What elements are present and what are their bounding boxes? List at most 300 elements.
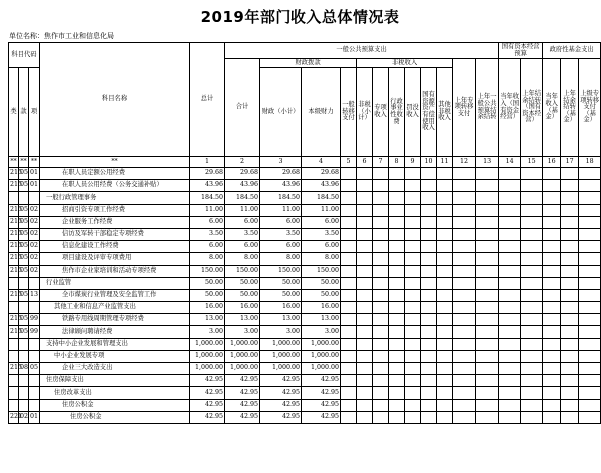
cell-empty xyxy=(341,192,357,204)
cell-empty xyxy=(341,411,357,423)
header-special-income: 专项收入 xyxy=(373,68,389,157)
cell-empty xyxy=(357,411,373,423)
cell-empty xyxy=(373,265,389,277)
cell-empty xyxy=(499,228,521,240)
header-cur-fund: 当年收入（基金） xyxy=(543,59,561,157)
cell-empty xyxy=(437,363,453,375)
cell-own-fin: 6.00 xyxy=(302,216,341,228)
col-num: 1 xyxy=(190,157,225,168)
cell-empty xyxy=(389,253,405,265)
cell-empty xyxy=(561,399,579,411)
cell-empty xyxy=(499,289,521,301)
cell-empty xyxy=(437,168,453,180)
cell-own-fin: 150.00 xyxy=(302,265,341,277)
cell-empty xyxy=(579,375,601,387)
cell-subtotal: 1,000.00 xyxy=(225,338,260,350)
table-row xyxy=(9,192,601,204)
cell-empty xyxy=(543,277,561,289)
cell-empty xyxy=(453,350,476,362)
cell-own-fin: 50.00 xyxy=(302,289,341,301)
cell-empty xyxy=(341,399,357,411)
cell-empty xyxy=(579,253,601,265)
cell-empty xyxy=(561,411,579,423)
cell-empty xyxy=(341,314,357,326)
cell-kuan xyxy=(19,338,29,350)
cell-empty xyxy=(579,228,601,240)
cell-fiscal-sub: 1,000.00 xyxy=(260,338,302,350)
col-num: 5 xyxy=(341,157,357,168)
col-num: 14 xyxy=(499,157,521,168)
cell-empty xyxy=(453,216,476,228)
cell-subject-name: 企业三大改造支出 xyxy=(40,363,190,375)
cell-empty xyxy=(437,265,453,277)
cell-own-fin: 1,000.00 xyxy=(302,350,341,362)
cell-empty xyxy=(476,228,499,240)
cell-empty xyxy=(405,241,421,253)
cell-empty xyxy=(405,253,421,265)
cell-empty xyxy=(543,350,561,362)
cell-subtotal: 13.00 xyxy=(225,314,260,326)
cell-empty xyxy=(499,265,521,277)
cell-subject-name: 一般行政管理事务 xyxy=(40,192,190,204)
cell-subtotal: 6.00 xyxy=(225,216,260,228)
cell-empty xyxy=(373,168,389,180)
cell-empty xyxy=(543,192,561,204)
cell-empty xyxy=(499,253,521,265)
cell-lei xyxy=(9,350,19,362)
cell-total: 42.95 xyxy=(190,411,225,423)
cell-kuan: 05 xyxy=(19,216,29,228)
cell-kuan xyxy=(19,350,29,362)
cell-empty xyxy=(389,314,405,326)
cell-empty xyxy=(389,350,405,362)
cell-empty xyxy=(341,241,357,253)
cell-kuan: 05 xyxy=(19,228,29,240)
cell-empty xyxy=(543,326,561,338)
header-prev-general-balance: 上年一般公共预算结余结转 xyxy=(476,59,499,157)
cell-empty xyxy=(476,411,499,423)
cell-subtotal: 6.00 xyxy=(225,241,260,253)
cell-empty xyxy=(389,277,405,289)
cell-subject-name: 全市煤炭行业管理及安全监管工作 xyxy=(40,289,190,301)
cell-empty xyxy=(499,375,521,387)
cell-empty xyxy=(341,375,357,387)
cell-empty xyxy=(437,192,453,204)
cell-subject-name: 焦作市企业家培训和活动专项经费 xyxy=(40,265,190,277)
cell-empty xyxy=(543,168,561,180)
cell-empty xyxy=(341,289,357,301)
cell-lei xyxy=(9,277,19,289)
cell-empty xyxy=(521,350,543,362)
cell-empty xyxy=(437,302,453,314)
cell-subject-name: 招商引资专项工作经费 xyxy=(40,204,190,216)
cell-xiang: 13 xyxy=(29,289,40,301)
cell-total: 6.00 xyxy=(190,216,225,228)
cell-lei: 215 xyxy=(9,289,19,301)
col-num: 8 xyxy=(389,157,405,168)
cell-empty xyxy=(476,216,499,228)
cell-empty xyxy=(561,350,579,362)
cell-lei xyxy=(9,399,19,411)
cell-subtotal: 16.00 xyxy=(225,302,260,314)
cell-empty xyxy=(453,204,476,216)
cell-kuan: 05 xyxy=(19,314,29,326)
cell-empty xyxy=(476,363,499,375)
cell-empty xyxy=(437,277,453,289)
cell-empty xyxy=(357,241,373,253)
cell-empty xyxy=(579,399,601,411)
cell-empty xyxy=(389,375,405,387)
cell-empty xyxy=(357,192,373,204)
cell-empty xyxy=(579,302,601,314)
star-cell: ** xyxy=(19,157,29,168)
cell-empty xyxy=(421,241,437,253)
cell-xiang: 02 xyxy=(29,228,40,240)
cell-own-fin: 29.68 xyxy=(302,168,341,180)
cell-subject-name: 其他工业和信息产业监管支出 xyxy=(40,302,190,314)
cell-empty xyxy=(421,277,437,289)
cell-subtotal: 3.50 xyxy=(225,228,260,240)
cell-own-fin: 50.00 xyxy=(302,277,341,289)
cell-empty xyxy=(421,216,437,228)
cell-empty xyxy=(579,411,601,423)
cell-xiang: 01 xyxy=(29,168,40,180)
table-row xyxy=(9,399,601,411)
cell-empty xyxy=(579,289,601,301)
cell-own-fin: 1,000.00 xyxy=(302,363,341,375)
cell-empty xyxy=(453,180,476,192)
cell-empty xyxy=(341,228,357,240)
cell-empty xyxy=(521,387,543,399)
star-cell: ** xyxy=(29,157,40,168)
cell-empty xyxy=(437,399,453,411)
cell-empty xyxy=(341,350,357,362)
cell-empty xyxy=(521,216,543,228)
cell-empty xyxy=(476,168,499,180)
header-other-non-tax: 其他非税收入 xyxy=(437,68,453,157)
cell-empty xyxy=(389,411,405,423)
cell-own-fin: 13.00 xyxy=(302,314,341,326)
cell-empty xyxy=(421,228,437,240)
cell-empty xyxy=(405,302,421,314)
star-cell: ** xyxy=(40,157,190,168)
cell-empty xyxy=(405,265,421,277)
cell-xiang: 02 xyxy=(29,241,40,253)
cell-empty xyxy=(373,241,389,253)
cell-empty xyxy=(561,387,579,399)
cell-empty xyxy=(521,168,543,180)
cell-empty xyxy=(437,350,453,362)
cell-empty xyxy=(561,241,579,253)
cell-empty xyxy=(357,168,373,180)
cell-empty xyxy=(357,375,373,387)
cell-empty xyxy=(405,411,421,423)
header-prev-fund-transfer: 上级专项转移支付（基金） xyxy=(579,59,601,157)
cell-kuan: 05 xyxy=(19,180,29,192)
cell-empty xyxy=(543,216,561,228)
cell-empty xyxy=(579,180,601,192)
cell-empty xyxy=(357,277,373,289)
cell-empty xyxy=(521,411,543,423)
cell-subject-name: 信息化建设工作经费 xyxy=(40,241,190,253)
cell-subject-name: 住房保障支出 xyxy=(40,375,190,387)
cell-empty xyxy=(561,216,579,228)
cell-own-fin: 11.00 xyxy=(302,204,341,216)
cell-empty xyxy=(453,411,476,423)
cell-empty xyxy=(373,204,389,216)
cell-empty xyxy=(561,314,579,326)
page-title: 2019年部门收入总体情况表 xyxy=(200,8,400,26)
header-fiscal-allocation: 财政拨款 xyxy=(260,59,357,68)
cell-total: 1,000.00 xyxy=(190,363,225,375)
cell-fiscal-sub: 29.68 xyxy=(260,168,302,180)
cell-empty xyxy=(543,363,561,375)
cell-own-fin: 42.95 xyxy=(302,387,341,399)
cell-empty xyxy=(543,265,561,277)
col-num: 3 xyxy=(260,157,302,168)
cell-fiscal-sub: 3.00 xyxy=(260,326,302,338)
cell-empty xyxy=(405,363,421,375)
cell-total: 29.68 xyxy=(190,168,225,180)
cell-fiscal-sub: 3.50 xyxy=(260,228,302,240)
cell-empty xyxy=(373,216,389,228)
col-num: 11 xyxy=(437,157,453,168)
cell-kuan xyxy=(19,302,29,314)
col-num: 15 xyxy=(521,157,543,168)
cell-empty xyxy=(437,326,453,338)
col-num: 6 xyxy=(357,157,373,168)
cell-lei: 215 xyxy=(9,216,19,228)
cell-total: 43.96 xyxy=(190,180,225,192)
cell-empty xyxy=(421,302,437,314)
cell-empty xyxy=(561,265,579,277)
cell-xiang xyxy=(29,375,40,387)
cell-empty xyxy=(521,363,543,375)
cell-empty xyxy=(389,326,405,338)
cell-empty xyxy=(405,338,421,350)
cell-xiang: 05 xyxy=(29,363,40,375)
cell-kuan xyxy=(19,399,29,411)
cell-empty xyxy=(543,314,561,326)
cell-empty xyxy=(476,387,499,399)
cell-total: 184.50 xyxy=(190,192,225,204)
cell-empty xyxy=(421,180,437,192)
cell-empty xyxy=(521,314,543,326)
col-num: 2 xyxy=(225,157,260,168)
cell-own-fin: 16.00 xyxy=(302,302,341,314)
cell-lei xyxy=(9,302,19,314)
cell-empty xyxy=(437,228,453,240)
cell-empty xyxy=(499,302,521,314)
table-row xyxy=(9,314,601,326)
cell-empty xyxy=(561,363,579,375)
cell-lei: 215 xyxy=(9,241,19,253)
cell-empty xyxy=(561,338,579,350)
header-non-tax: 非税收入 xyxy=(357,59,453,68)
cell-lei xyxy=(9,375,19,387)
cell-empty xyxy=(499,180,521,192)
cell-xiang: 99 xyxy=(29,326,40,338)
cell-subject-name: 住房公积金 xyxy=(40,399,190,411)
cell-fiscal-sub: 8.00 xyxy=(260,253,302,265)
cell-empty xyxy=(476,180,499,192)
cell-empty xyxy=(405,350,421,362)
cell-empty xyxy=(389,265,405,277)
cell-lei: 215 xyxy=(9,204,19,216)
header-kuan: 款 xyxy=(19,68,29,157)
cell-empty xyxy=(499,204,521,216)
cell-empty xyxy=(543,387,561,399)
cell-empty xyxy=(521,277,543,289)
cell-empty xyxy=(521,192,543,204)
cell-fiscal-sub: 50.00 xyxy=(260,289,302,301)
cell-kuan: 05 xyxy=(19,265,29,277)
cell-empty xyxy=(543,180,561,192)
header-fines: 罚没收入 xyxy=(405,68,421,157)
cell-fiscal-sub: 184.50 xyxy=(260,192,302,204)
cell-fiscal-sub: 42.95 xyxy=(260,387,302,399)
cell-total: 1,000.00 xyxy=(190,350,225,362)
cell-empty xyxy=(357,204,373,216)
cell-empty xyxy=(561,302,579,314)
cell-empty xyxy=(476,375,499,387)
cell-lei: 221 xyxy=(9,411,19,423)
cell-empty xyxy=(579,241,601,253)
cell-empty xyxy=(579,265,601,277)
cell-empty xyxy=(357,180,373,192)
cell-empty xyxy=(373,289,389,301)
cell-empty xyxy=(405,375,421,387)
cell-empty xyxy=(373,350,389,362)
table-row xyxy=(9,180,601,192)
cell-empty xyxy=(476,289,499,301)
cell-empty xyxy=(453,289,476,301)
cell-total: 11.00 xyxy=(190,204,225,216)
cell-empty xyxy=(421,265,437,277)
cell-subject-name: 行业监管 xyxy=(40,277,190,289)
cell-empty xyxy=(341,387,357,399)
cell-subject-name: 企业服务工作经费 xyxy=(40,216,190,228)
cell-empty xyxy=(561,228,579,240)
cell-empty xyxy=(543,302,561,314)
cell-empty xyxy=(373,375,389,387)
cell-empty xyxy=(421,289,437,301)
cell-empty xyxy=(561,277,579,289)
cell-empty xyxy=(453,375,476,387)
table-row xyxy=(9,363,601,375)
cell-empty xyxy=(437,204,453,216)
cell-fiscal-sub: 42.95 xyxy=(260,399,302,411)
cell-xiang: 01 xyxy=(29,180,40,192)
cell-empty xyxy=(476,253,499,265)
table-row xyxy=(9,302,601,314)
cell-empty xyxy=(389,228,405,240)
cell-empty xyxy=(543,241,561,253)
cell-empty xyxy=(579,387,601,399)
cell-xiang: 02 xyxy=(29,216,40,228)
cell-empty xyxy=(421,168,437,180)
cell-empty xyxy=(373,314,389,326)
cell-total: 150.00 xyxy=(190,265,225,277)
cell-own-fin: 184.50 xyxy=(302,192,341,204)
cell-empty xyxy=(421,375,437,387)
cell-own-fin: 8.00 xyxy=(302,253,341,265)
cell-empty xyxy=(521,302,543,314)
cell-fiscal-sub: 1,000.00 xyxy=(260,363,302,375)
cell-empty xyxy=(437,241,453,253)
cell-xiang: 99 xyxy=(29,314,40,326)
cell-empty xyxy=(453,338,476,350)
table-row xyxy=(9,375,601,387)
cell-empty xyxy=(357,289,373,301)
cell-lei: 215 xyxy=(9,180,19,192)
header-budget-code: 科目代码 xyxy=(9,43,40,68)
cell-lei: 215 xyxy=(9,314,19,326)
cell-empty xyxy=(521,399,543,411)
cell-empty xyxy=(373,180,389,192)
cell-empty xyxy=(405,289,421,301)
header-state-asset: 国有资源资产有偿使用收入 xyxy=(421,68,437,157)
col-num: 17 xyxy=(561,157,579,168)
cell-subtotal: 50.00 xyxy=(225,277,260,289)
cell-empty xyxy=(499,326,521,338)
cell-empty xyxy=(453,241,476,253)
cell-empty xyxy=(453,302,476,314)
header-subject-name: 科目名称 xyxy=(40,43,190,157)
cell-empty xyxy=(405,387,421,399)
cell-subtotal: 42.95 xyxy=(225,375,260,387)
cell-subject-name: 项目建设及评审专项费用 xyxy=(40,253,190,265)
cell-empty xyxy=(543,253,561,265)
cell-subtotal: 184.50 xyxy=(225,192,260,204)
cell-empty xyxy=(499,387,521,399)
cell-total: 50.00 xyxy=(190,289,225,301)
cell-empty xyxy=(453,326,476,338)
cell-total: 42.95 xyxy=(190,375,225,387)
cell-empty xyxy=(341,363,357,375)
col-num: 18 xyxy=(579,157,601,168)
cell-empty xyxy=(357,265,373,277)
cell-empty xyxy=(437,375,453,387)
cell-empty xyxy=(389,241,405,253)
cell-xiang xyxy=(29,387,40,399)
cell-empty xyxy=(476,399,499,411)
cell-empty xyxy=(373,302,389,314)
cell-empty xyxy=(453,314,476,326)
cell-xiang xyxy=(29,399,40,411)
cell-own-fin: 6.00 xyxy=(302,241,341,253)
cell-fiscal-sub: 6.00 xyxy=(260,241,302,253)
cell-empty xyxy=(341,338,357,350)
cell-empty xyxy=(373,411,389,423)
cell-empty xyxy=(405,168,421,180)
cell-empty xyxy=(579,277,601,289)
cell-empty xyxy=(341,216,357,228)
cell-own-fin: 43.96 xyxy=(302,180,341,192)
cell-kuan: 05 xyxy=(19,241,29,253)
cell-xiang: 01 xyxy=(29,411,40,423)
table-row xyxy=(9,216,601,228)
cell-empty xyxy=(521,204,543,216)
header-general-public: 一般公共预算支出 xyxy=(225,43,499,59)
header-subtotal: 合计 xyxy=(225,59,260,157)
cell-own-fin: 3.00 xyxy=(302,326,341,338)
cell-kuan: 05 xyxy=(19,253,29,265)
header-gov-fund: 政府性基金支出 xyxy=(543,43,601,59)
cell-fiscal-sub: 50.00 xyxy=(260,277,302,289)
unit-label: 单位名称：焦作市工业和信息化局 xyxy=(9,32,114,40)
header-xiang: 项 xyxy=(29,68,40,157)
